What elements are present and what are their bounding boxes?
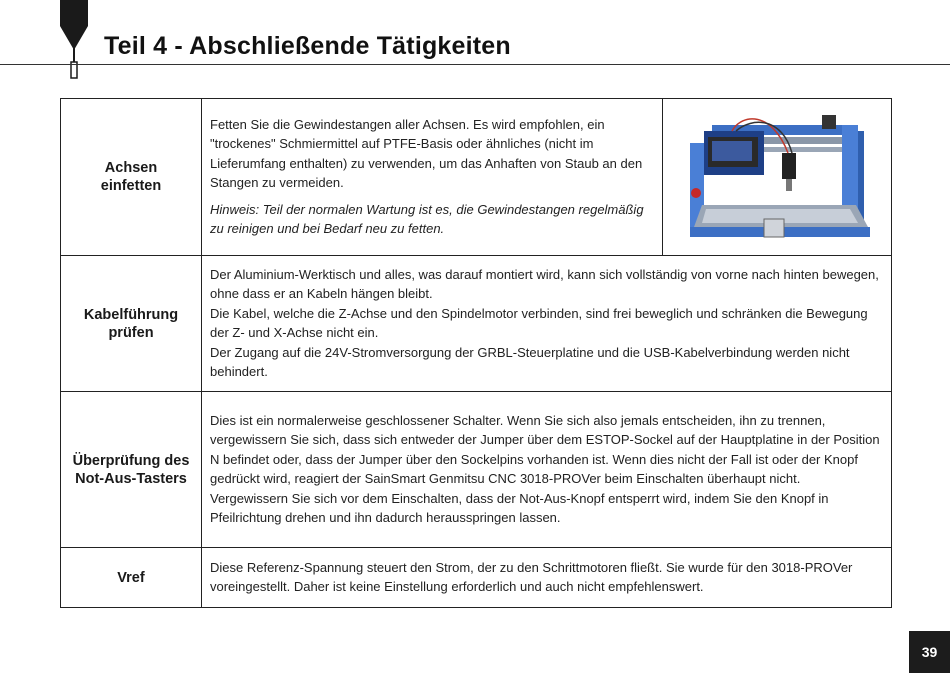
description-text: Fetten Sie die Gewindestangen aller Achsen. Es wird empfohlen, ein "trockenes" Schmiermittel auf PTFE-Basis oder ähnliches (nicht im Lieferumfang enthalten) zu verwenden, um das Anhaften von Staub an den Stangen zu vermeiden. <box>210 116 643 190</box>
row-description <box>202 392 892 548</box>
description-text: Diese Referenz-Spannung steuert den Strom, der zu den Schrittmotoren fließt. Sie wurde für den 3018-PROVer voreingestellt. Daher ist keine Einstellung erforderlich und auch nicht empfehlenswert. <box>210 559 853 594</box>
description-text: Dies ist ein normalerweise geschlossener Schalter. Wenn Sie sich also jemals entscheiden, ihn zu trennen, vergewissern Sie sich, dass sich entweder der Jumper über dem ESTOP-Sockel auf der Hauptplatine in der Position N befindet oder, dass der Jumper über den Sockelpins vorhanden ist. Wenn dies nicht der Fall ist oder der Knopf gedrückt wird, reagiert der SainSmart Genmitsu CNC 3018-PROVer beim Einschalten überhaupt nicht. <box>210 412 880 486</box>
hint-note: Hinweis: Teil der normalen Wartung ist es, die Gewindestangen regelmäßig zu reinigen und bei Bedarf neu zu fetten. <box>210 201 644 236</box>
row-label: Achsen einfetten <box>61 99 202 256</box>
description-text: Die Kabel, welche die Z-Achse und den Spindelmotor verbinden, sind frei beweglich und schränken die Bewegung der Z- und X-Achse nicht ein. <box>210 305 868 340</box>
row-label: Vref <box>61 548 202 608</box>
row-label: Überprüfung des Not-Aus-Tasters <box>61 392 202 548</box>
table-row <box>61 99 892 256</box>
row-label: Kabelführung prüfen <box>61 256 202 392</box>
page-title: Teil 4 - Abschließende Tätigkeiten <box>104 32 511 60</box>
description-text: Der Aluminium-Werktisch und alles, was darauf montiert wird, kann sich vollständig von vorne nach hinten bewegen, ohne dass er an Kabeln hängen bleibt. <box>210 266 879 301</box>
row-description <box>202 548 892 608</box>
pencil-icon <box>56 0 96 80</box>
table-row <box>61 256 892 392</box>
description-text: Vergewissern Sie sich vor dem Einschalten, dass der Not-Aus-Knopf entsperrt wird, indem Sie den Knopf in Pfeilrichtung drehen und ihn dadurch herausspringen lassen. <box>210 490 829 525</box>
description-text: Der Zugang auf die 24V-Stromversorgung der GRBL-Steuerplatine und die USB-Kabelverbindung werden nicht behindert. <box>210 344 850 379</box>
table-row <box>61 548 892 608</box>
maintenance-table <box>60 98 892 608</box>
cnc-machine-photo <box>663 99 892 256</box>
header-divider <box>0 64 950 65</box>
table-row <box>61 392 892 548</box>
page-number: 39 <box>909 631 950 673</box>
row-description <box>202 256 892 392</box>
row-description <box>202 99 663 256</box>
